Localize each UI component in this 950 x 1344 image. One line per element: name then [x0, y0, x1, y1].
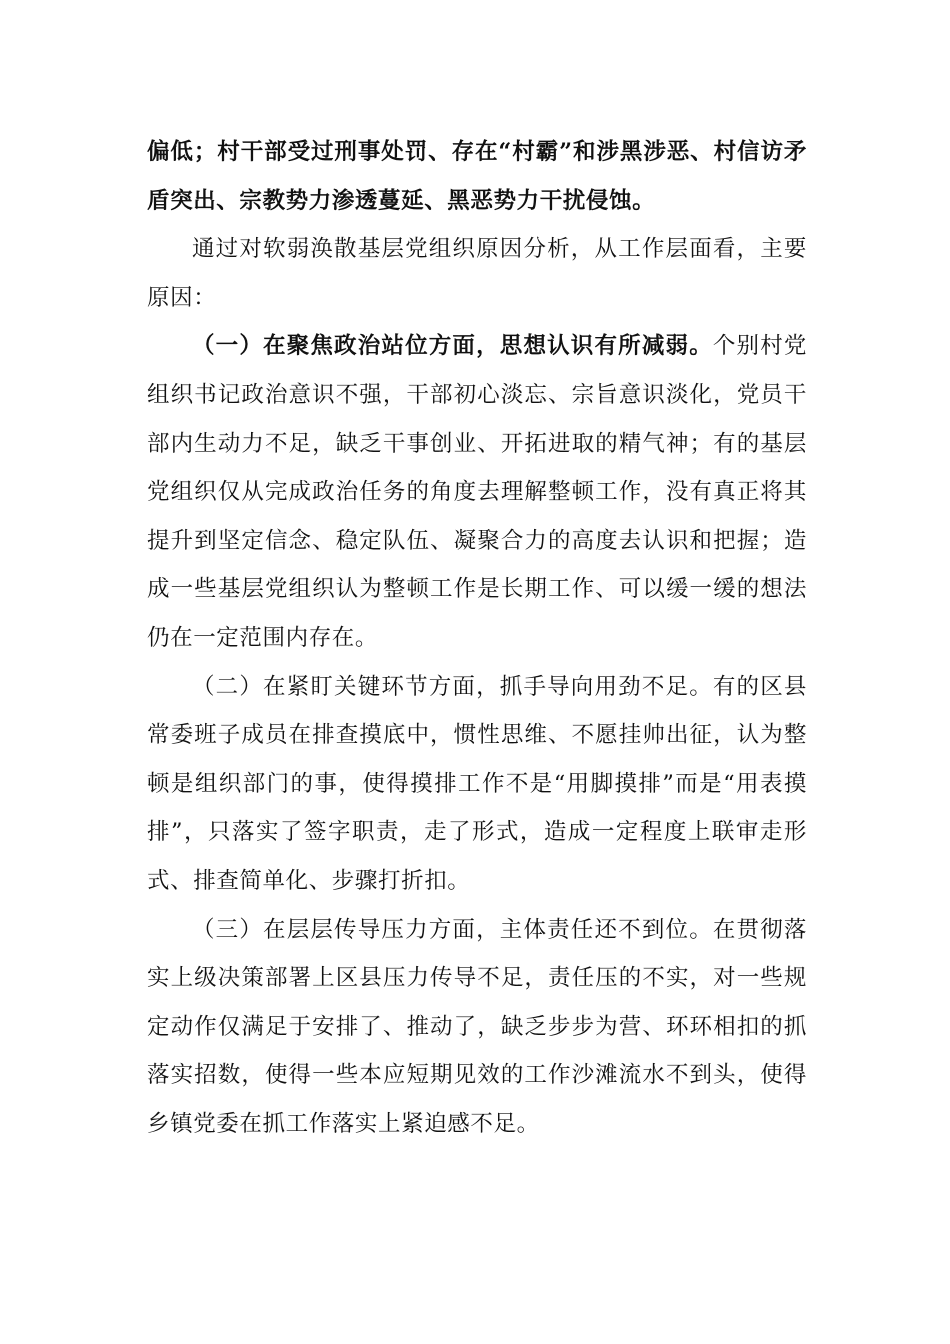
paragraph-cause-one-heading: （一）在聚焦政治站位方面，思想认识有所减弱。	[192, 333, 713, 360]
paragraph-cause-three: （三）在层层传导压力方面，主体责任还不到位。在贯彻落实上级决策部署上区县压力传导不足，责任压的不实，对一些规定动作仅满足于安排了、推动了，缺乏步步为营、环环相扣的抓落实招数，使得一些本应短期见效的工作沙滩流水不到头，使得乡镇党委在抓工作落实上紧迫感不足。	[147, 916, 807, 1137]
paragraph-cause-one	[147, 322, 807, 662]
paragraph-cause-one-body: 个别村党组织书记政治意识不强，干部初心淡忘、宗旨意识淡化，党员干部内生动力不足，缺乏干事创业、开拓进取的精气神；有的基层党组织仅从完成政治任务的角度去理解整顿工作，没有真正将其提升到坚定信念、稳定队伍、凝聚合力的高度去认识和把握；造成一些基层党组织认为整顿工作是长期工作、可以缓一缓的想法仍在一定范围内存在。	[147, 333, 808, 651]
document-page	[147, 128, 807, 1148]
paragraph-cause-intro: 通过对软弱涣散基层党组织原因分析，从工作层面看，主要原因：	[147, 236, 807, 311]
paragraph-cause-two: （二）在紧盯关键环节方面，抓手导向用劲不足。有的区县常委班子成员在排查摸底中，惯性思维、不愿挂帅出征，认为整顿是组织部门的事，使得摸排工作不是“用脚摸排”而是“用表摸排”，只落实了签字职责，走了形式，造成一定程度上联审走形式、排查简单化、步骤打折扣。	[147, 673, 807, 894]
paragraph-continuation: 偏低；村干部受过刑事处罚、存在“村霸”和涉黑涉恶、村信访矛盾突出、宗教势力渗透蔓延、黑恶势力干扰侵蚀。	[147, 139, 807, 214]
